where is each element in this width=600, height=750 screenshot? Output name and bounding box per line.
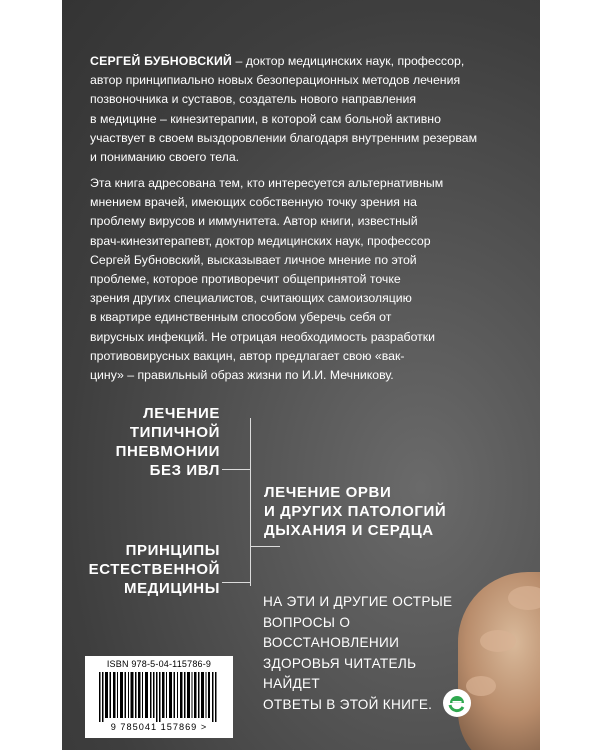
question-line: ЗДОРОВЬЯ ЧИТАТЕЛЬ НАЙДЕТ	[263, 655, 417, 691]
desc-line: в квартире единственным способом уберечь себя от	[90, 310, 392, 325]
desc-line: проблему вирусов и иммунитета. Автор книги, известный	[90, 214, 418, 229]
connector-branch-2	[250, 546, 280, 547]
desc-line: Сергей Бубновский, высказывает личное мнение по этой	[90, 252, 417, 267]
bio-line-5: участвует в своем выздоровлении благодаря внутренним резервам	[90, 130, 478, 145]
author-bio	[90, 52, 520, 167]
topic-line: ЛЕЧЕНИЕ ОРВИ	[264, 484, 392, 501]
author-name: СЕРГЕЙ БУБНОВСКИЙ	[90, 54, 233, 68]
book-back-cover	[62, 0, 540, 750]
fist-image	[458, 572, 540, 750]
bio-line-1	[90, 52, 520, 71]
desc-line: врач-кинезитерапевт, доктор медицинских наук, профессор	[90, 233, 431, 248]
desc-line: цину» – правильный образ жизни по И.И. Мечникову.	[90, 368, 394, 383]
desc-line: зрения других специалистов, считающих самоизоляцию	[90, 291, 412, 306]
desc-line: вирусных инфекций. Не отрицая необходимость разработки	[90, 329, 436, 344]
desc-line: проблеме, которое противоречит общепринятой точке	[90, 272, 401, 287]
desc-line: Эта книга адресована тем, кто интересуется альтернативным	[90, 176, 444, 190]
barcode-bars	[99, 672, 219, 722]
barcode-digits: 9 785041 157869 >	[110, 722, 208, 732]
questions-text	[263, 592, 463, 715]
connector-vertical	[250, 418, 251, 586]
topic-line: БЕЗ ИВЛ	[149, 462, 220, 479]
topic-line: ДЫХАНИЯ И СЕРДЦА	[264, 522, 434, 539]
question-line: ВОПРОСЫ О ВОССТАНОВЛЕНИИ	[263, 614, 400, 650]
bio-line-4: в медицине – кинезитерапии, в которой сам больной активно	[90, 111, 441, 126]
connector-branch-3	[222, 582, 251, 583]
topic-principles	[82, 541, 220, 598]
desc-line: противовирусных вакцин, автор предлагает свою «вак-	[90, 348, 405, 363]
knuckle-highlight	[508, 586, 540, 610]
topic-orvi	[264, 483, 524, 540]
barcode-block	[85, 656, 233, 738]
topic-line: ТИПИЧНОЙ	[129, 424, 220, 441]
bio-line-6: и пониманию своего тела.	[90, 150, 240, 165]
question-line: НА ЭТИ И ДРУГИЕ ОСТРЫЕ	[263, 594, 453, 609]
topic-pneumonia	[92, 404, 220, 480]
publisher-e-logo-icon	[442, 688, 472, 718]
isbn-text: ISBN 978-5-04-115786-9	[106, 659, 212, 669]
topic-line: ПРИНЦИПЫ	[125, 542, 220, 559]
desc-line: мнением врачей, имеющих собственную точку зрения на	[90, 195, 417, 210]
bio-line-3: позвоночника и суставов, создатель нового направления	[90, 92, 416, 107]
topic-line: ЕСТЕСТВЕННОЙ	[88, 561, 220, 578]
knuckle-highlight	[480, 630, 516, 652]
topic-line: МЕДИЦИНЫ	[123, 580, 220, 597]
topic-line: ПНЕВМОНИИ	[115, 443, 220, 460]
connector-branch-1	[222, 469, 251, 470]
bio-line-1-rest: – доктор медицинских наук, профессор,	[232, 54, 465, 68]
bio-line-2: автор принципиально новых безоперационных методов лечения	[90, 73, 461, 88]
topic-line: И ДРУГИХ ПАТОЛОГИЙ	[264, 503, 447, 520]
question-line: ОТВЕТЫ В ЭТОЙ КНИГЕ.	[263, 696, 433, 712]
book-description	[90, 174, 520, 385]
topic-line: ЛЕЧЕНИЕ	[143, 405, 220, 422]
